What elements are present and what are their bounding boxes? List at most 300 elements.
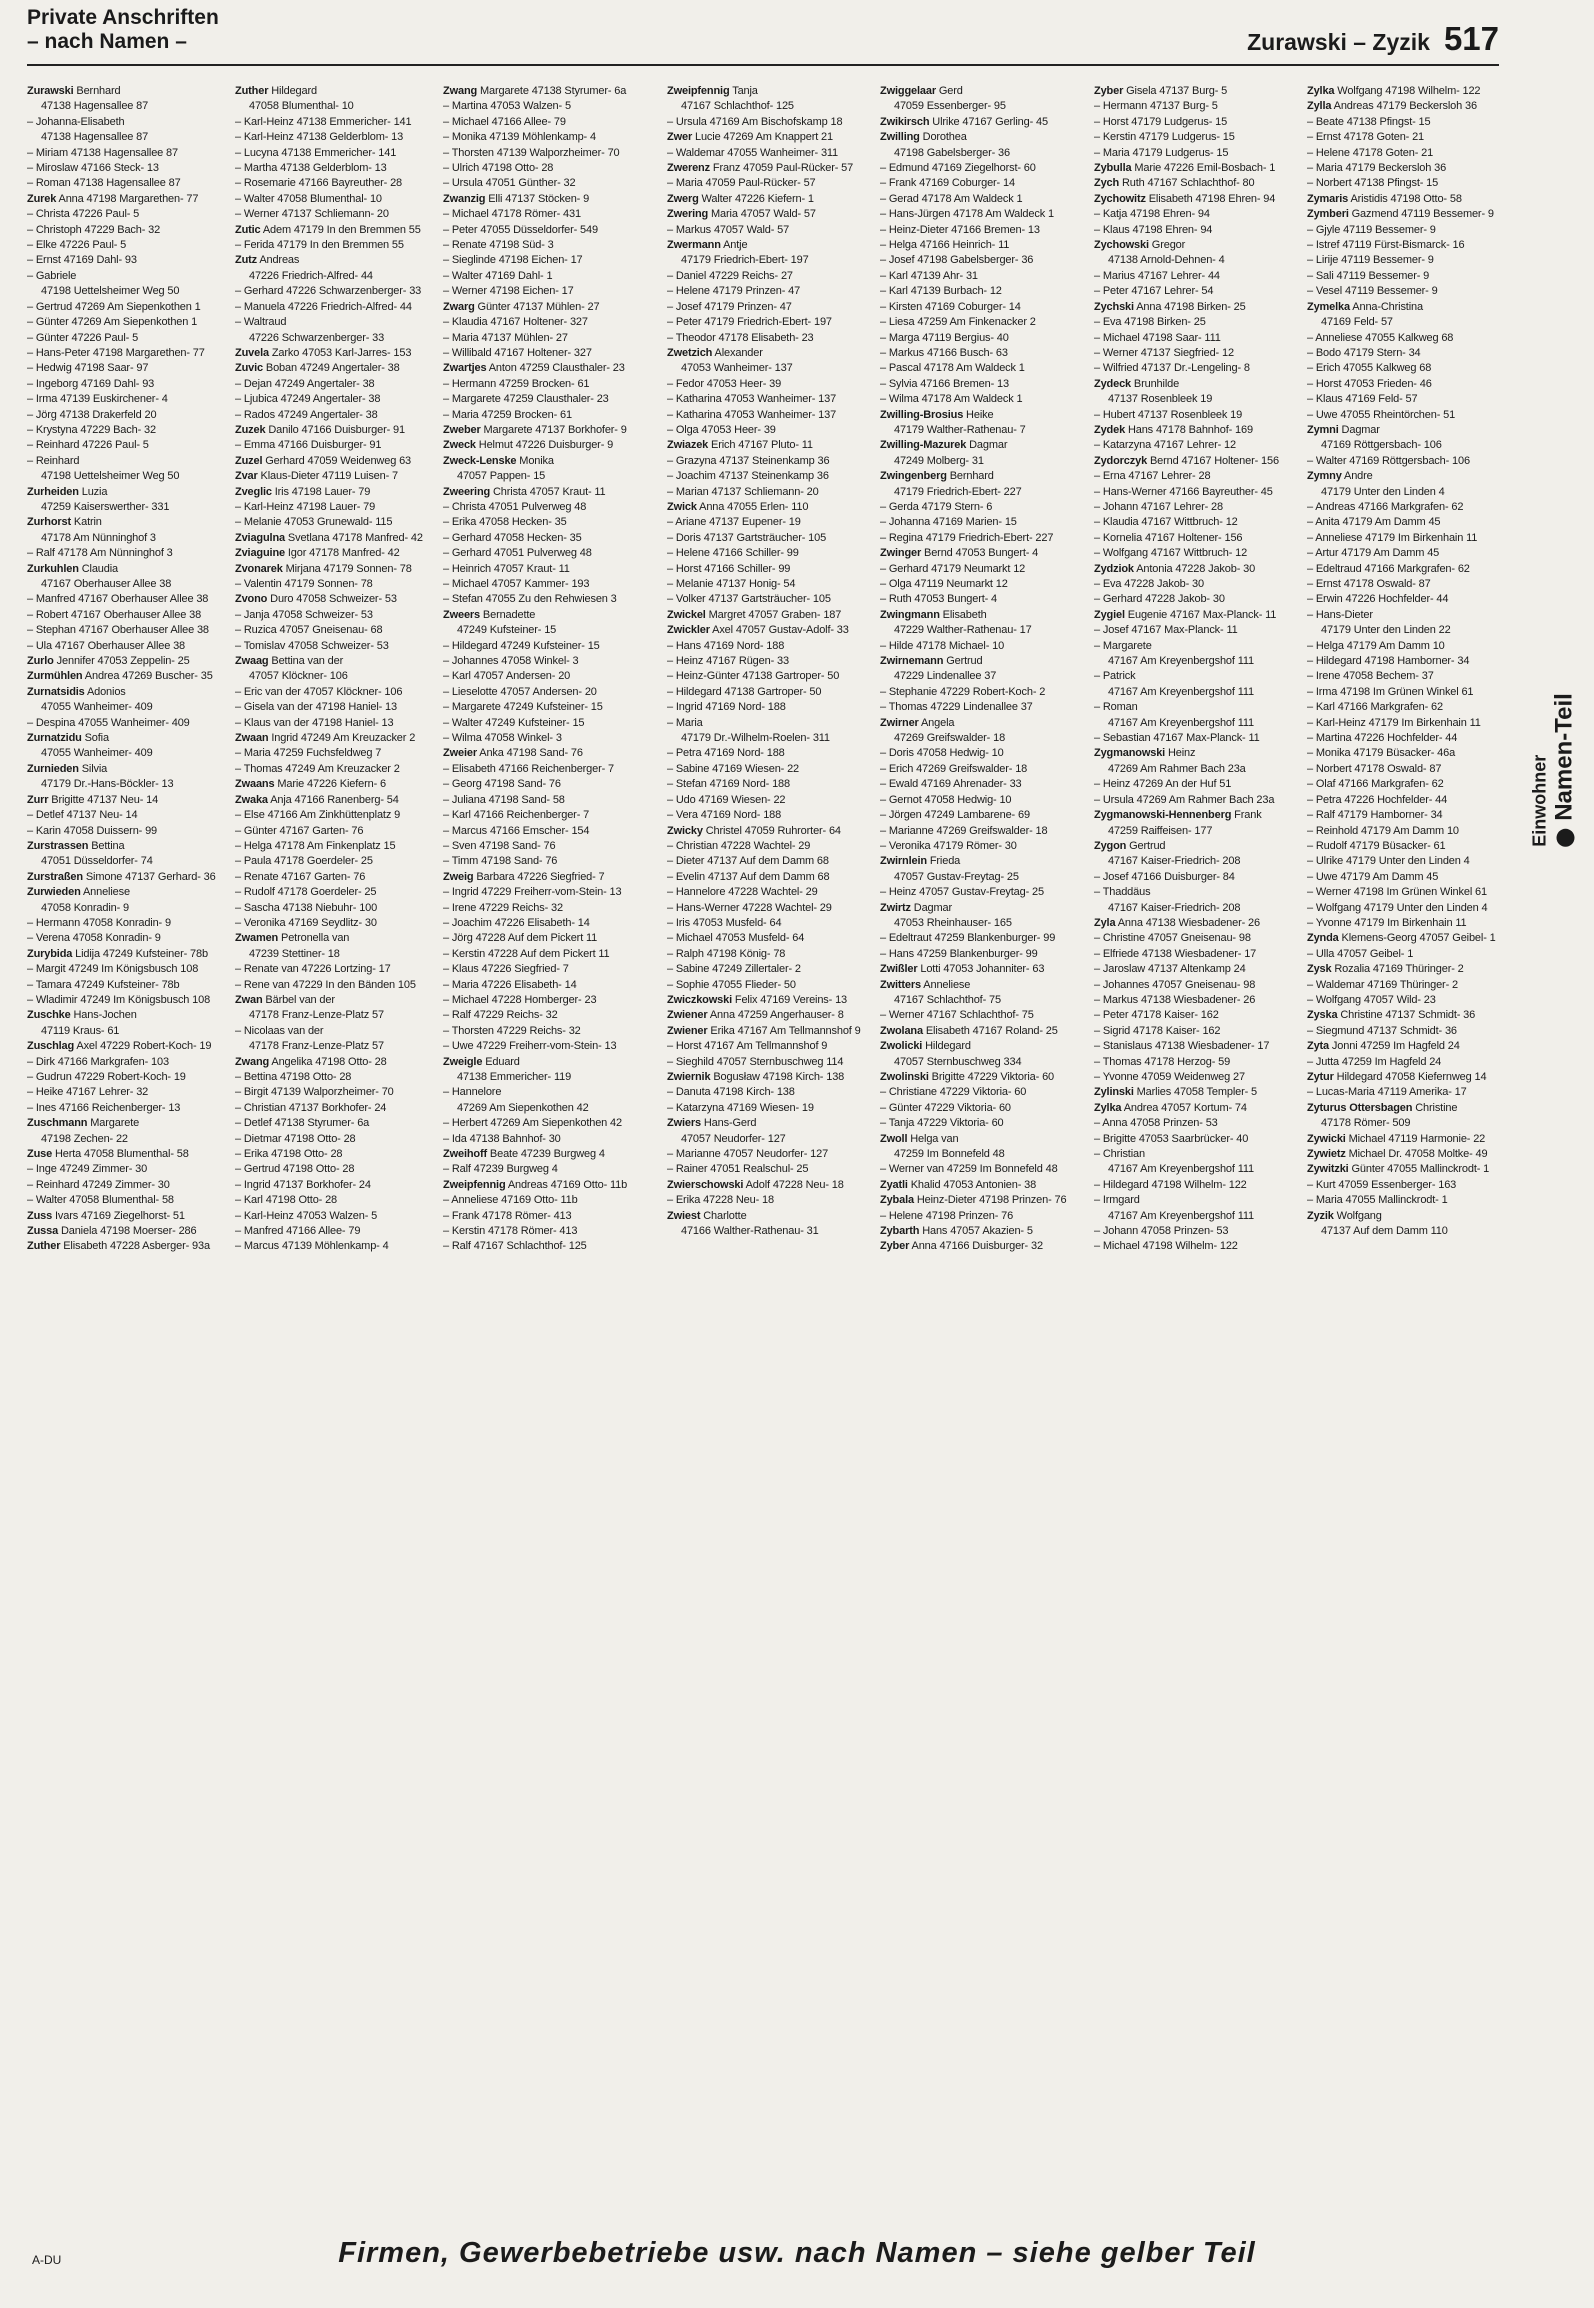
listing-details: Olga 47119 Neumarkt 12 bbox=[888, 578, 1008, 590]
listing-entry bbox=[1307, 793, 1505, 808]
listing-details: Patrick bbox=[1102, 670, 1136, 683]
listing-entry bbox=[667, 978, 870, 993]
listing-entry bbox=[1094, 1116, 1297, 1131]
listing-details: Marlies 47058 Templer- 5 bbox=[1133, 1086, 1257, 1099]
listing-details: Peter 47167 Lehrer- 54 bbox=[1102, 285, 1214, 298]
listing-surname: Zwikirsch bbox=[880, 115, 930, 128]
listing-details: Erna 47167 Lehrer- 28 bbox=[1102, 470, 1211, 483]
listing-entry bbox=[880, 223, 1083, 238]
listing-details: Frank bbox=[1231, 809, 1262, 822]
listing-surname: Zweier bbox=[443, 747, 477, 760]
listing-details: Hans-Peter 47198 Margarethen- 77 bbox=[35, 346, 205, 359]
listing-details: Gregor bbox=[1148, 239, 1186, 252]
listing-entry bbox=[667, 639, 870, 654]
listing-entry bbox=[880, 392, 1083, 407]
listing-details: Wladimir 47249 Im Königsbusch 108 bbox=[35, 993, 211, 1006]
listing-details: Bettina bbox=[88, 839, 125, 852]
listing-entry bbox=[27, 99, 230, 114]
listing-surname: Zywicki bbox=[1307, 1132, 1346, 1145]
listing-surname: Zymaris bbox=[1307, 192, 1349, 205]
listing-details: 47057 Klöckner- 106 bbox=[249, 670, 348, 683]
listing-details: Petra 47226 Hochfelder- 44 bbox=[1315, 793, 1448, 806]
listing-entry bbox=[667, 577, 870, 592]
listing-details: Willibald 47167 Holtener- 327 bbox=[451, 346, 592, 359]
listing-entry bbox=[443, 161, 646, 176]
listing-entry bbox=[235, 515, 438, 530]
listing-entry bbox=[443, 1008, 646, 1023]
listing-entry bbox=[1094, 469, 1297, 484]
listing-details: Michael 47057 Kammer- 193 bbox=[451, 578, 590, 590]
listing-details: Lucyna 47138 Emmericher- 141 bbox=[243, 146, 397, 159]
listing-details: 47259 Kaiserswerther- 331 bbox=[41, 500, 170, 513]
listing-details: Lotti 47053 Johanniter- 63 bbox=[917, 963, 1045, 976]
listing-details: Heinrich 47057 Kraut- 11 bbox=[451, 562, 570, 575]
listing-details: Tanja 47229 Viktoria- 60 bbox=[888, 1117, 1004, 1130]
listing-details: Lieselotte 47057 Andersen- 20 bbox=[451, 685, 597, 698]
listing-details: Gertrud bbox=[943, 655, 983, 668]
listing-entry bbox=[667, 731, 870, 746]
listing-entry bbox=[443, 1193, 646, 1208]
listing-entry bbox=[1307, 1101, 1505, 1116]
listing-entry bbox=[880, 931, 1083, 946]
listing-details: Ruth 47167 Schlachthof- 80 bbox=[1119, 177, 1255, 190]
listing-surname: Zwang bbox=[235, 1055, 270, 1068]
listing-details: 47179 Dr.-Wilhelm-Roelen- 311 bbox=[681, 732, 830, 745]
listing-entry bbox=[27, 793, 230, 808]
listing-surname: Zyatli bbox=[880, 1178, 908, 1191]
listing-entry bbox=[1094, 1008, 1297, 1023]
listing-details: Wilfried 47137 Dr.-Lengeling- 8 bbox=[1102, 362, 1250, 375]
listing-surname: Zurybida bbox=[27, 947, 73, 960]
listing-details: Sali 47119 Bessemer- 9 bbox=[1315, 269, 1430, 282]
listing-entry bbox=[235, 331, 438, 346]
listing-details: Walter 47169 Dahl- 1 bbox=[451, 269, 553, 282]
listing-details: Elisabeth 47198 Ehren- 94 bbox=[1145, 192, 1276, 205]
listing-entry bbox=[667, 1070, 870, 1085]
listing-details: Gerhard 47059 Weidenweg 63 bbox=[262, 454, 412, 467]
listing-details: Pascal 47178 Am Waldeck 1 bbox=[888, 362, 1025, 375]
listing-details: Melanie 47053 Grunewald- 115 bbox=[243, 516, 393, 529]
listing-entry bbox=[235, 253, 438, 268]
listing-details: Michael 47178 Römer- 431 bbox=[451, 208, 581, 221]
listing-entry bbox=[1094, 1055, 1297, 1070]
listing-entry bbox=[1094, 1085, 1297, 1100]
listing-entry bbox=[1307, 716, 1505, 731]
listing-entry bbox=[27, 993, 230, 1008]
listing-surname: Zwanzig bbox=[443, 192, 486, 205]
listing-entry bbox=[235, 592, 438, 607]
listing-entry bbox=[1094, 361, 1297, 376]
listing-surname: Zylinski bbox=[1094, 1086, 1134, 1099]
listing-surname: Zymelka bbox=[1307, 300, 1350, 313]
listing-surname: Zurnieden bbox=[27, 762, 79, 775]
listing-details: Karl-Heinz 47138 Gelderblom- 13 bbox=[243, 131, 404, 144]
listing-entry bbox=[1094, 1224, 1297, 1239]
listing-details: Irma 47198 Im Grünen Winkel 61 bbox=[1315, 685, 1474, 698]
listing-entry bbox=[1307, 885, 1505, 900]
listing-details: Marianne 47269 Greifswalder- 18 bbox=[888, 824, 1048, 837]
listing-details: Tanja bbox=[729, 85, 758, 97]
listing-entry bbox=[667, 746, 870, 761]
listing-surname: Zwißler bbox=[880, 963, 918, 976]
listing-entry bbox=[1094, 1039, 1297, 1054]
listing-entry bbox=[235, 269, 438, 284]
listing-details: Anton 47259 Clausthaler- 23 bbox=[486, 362, 625, 375]
listing-entry bbox=[235, 207, 438, 222]
listing-details: Walter 47058 Blumenthal- 58 bbox=[35, 1194, 174, 1207]
listing-details: Hildegard 47249 Kufsteiner- 15 bbox=[451, 639, 600, 652]
listing-details: Thaddäus bbox=[1102, 886, 1151, 899]
listing-details: 47137 Rosenbleek 19 bbox=[1108, 393, 1213, 406]
listing-details: Rudolf 47178 Goerdeler- 25 bbox=[243, 886, 377, 899]
listing-details: Lirije 47119 Bessemer- 9 bbox=[1315, 254, 1434, 267]
listing-details: Ingrid 47249 Am Kreuzacker 2 bbox=[268, 732, 416, 745]
listing-entry bbox=[1094, 639, 1297, 654]
listing-entry bbox=[880, 1209, 1083, 1224]
listing-entry bbox=[235, 315, 438, 330]
listing-entry bbox=[443, 1101, 646, 1116]
listing-entry bbox=[1094, 947, 1297, 962]
listing-entry bbox=[1307, 1055, 1505, 1070]
listing-details: Yvonne 47179 Im Birkenhain 11 bbox=[1315, 916, 1467, 929]
listing-entry bbox=[27, 300, 230, 315]
listing-surname: Zwaka bbox=[235, 793, 268, 806]
footer-note: Firmen, Gewerbebetriebe usw. nach Namen – siehe gelber Teil bbox=[338, 2237, 1256, 2269]
listing-surname: Zwirner bbox=[880, 716, 919, 729]
listing-entry bbox=[667, 284, 870, 299]
listing-entry bbox=[1307, 700, 1505, 715]
listing-details: 47179 Unter den Linden 22 bbox=[1321, 624, 1451, 637]
listing-entry bbox=[235, 916, 438, 931]
listing-details: Zarko 47053 Karl-Jarres- 153 bbox=[268, 346, 412, 359]
listing-entry bbox=[27, 777, 230, 792]
listing-details: Ralf 47167 Schlachthof- 125 bbox=[451, 1240, 587, 1253]
listing-entry bbox=[667, 700, 870, 715]
listing-details: Stefan 47055 Zu den Rehwiesen 3 bbox=[451, 593, 617, 606]
listing-surname: Zuschmann bbox=[27, 1117, 88, 1130]
listing-surname: Zymny bbox=[1307, 470, 1342, 483]
listing-surname: Zurwieden bbox=[27, 886, 81, 899]
listing-entry bbox=[880, 685, 1083, 700]
listing-entry bbox=[1307, 562, 1505, 577]
listing-details: Karl 47139 Burbach- 12 bbox=[888, 285, 1002, 298]
listing-details: Artur 47179 Am Damm 45 bbox=[1315, 547, 1440, 560]
listing-entry bbox=[443, 731, 646, 746]
listing-details: Irene 47058 Bechem- 37 bbox=[1315, 670, 1434, 683]
directory-column bbox=[1307, 84, 1505, 1239]
listing-entry bbox=[443, 839, 646, 854]
listing-entry bbox=[667, 824, 870, 839]
listing-details: Roman bbox=[1102, 701, 1138, 714]
listing-entry bbox=[880, 639, 1083, 654]
listing-details: Monika 47179 Büsacker- 46a bbox=[1315, 747, 1456, 760]
listing-entry bbox=[235, 1085, 438, 1100]
listing-entry bbox=[27, 284, 230, 299]
listing-entry bbox=[443, 1147, 646, 1162]
listing-details: Frank 47178 Römer- 413 bbox=[451, 1209, 572, 1222]
listing-entry bbox=[443, 192, 646, 207]
listing-details: Manfred 47167 Oberhauser Allee 38 bbox=[35, 593, 209, 606]
listing-details: Bernhard bbox=[73, 85, 121, 97]
listing-entry bbox=[1094, 793, 1297, 808]
listing-entry bbox=[1307, 685, 1505, 700]
listing-details: Emma 47166 Duisburger- 91 bbox=[243, 439, 382, 452]
listing-entry bbox=[443, 315, 646, 330]
listing-entry bbox=[880, 947, 1083, 962]
listing-surname: Zuschlag bbox=[27, 1040, 75, 1053]
listing-details: Anneliese 47055 Kalkweg 68 bbox=[1315, 331, 1454, 344]
listing-entry bbox=[235, 223, 438, 238]
listing-details: Stanislaus 47138 Wiesbadener- 17 bbox=[1102, 1040, 1270, 1053]
listing-details: Kerstin 47178 Römer- 413 bbox=[451, 1225, 578, 1238]
listing-details: Irmgard bbox=[1102, 1194, 1140, 1207]
listing-entry bbox=[880, 592, 1083, 607]
listing-details: Roman 47138 Hagensallee 87 bbox=[35, 177, 181, 190]
listing-details: Heinz bbox=[1165, 747, 1196, 760]
listing-entry bbox=[1094, 238, 1297, 253]
listing-entry bbox=[443, 623, 646, 638]
listing-details: Erich 47167 Pluto- 11 bbox=[708, 439, 813, 452]
listing-details: Frank 47169 Coburger- 14 bbox=[888, 177, 1015, 190]
listing-entry bbox=[1094, 115, 1297, 130]
listing-entry bbox=[27, 608, 230, 623]
listing-entry bbox=[667, 1085, 870, 1100]
listing-details: Claudia bbox=[78, 562, 118, 575]
listing-surname: Zygmanowski bbox=[1094, 747, 1166, 760]
listing-details: Helmut 47226 Duisburger- 9 bbox=[475, 439, 614, 452]
listing-entry bbox=[1307, 546, 1505, 561]
listing-details: Danuta 47198 Kirch- 138 bbox=[675, 1086, 795, 1099]
listing-surname: Zussa bbox=[27, 1225, 59, 1238]
listing-entry bbox=[667, 1055, 870, 1070]
listing-surname: Zwiest bbox=[667, 1209, 701, 1222]
listing-entry bbox=[667, 854, 870, 869]
listing-details: Hans-Jochen bbox=[70, 1009, 137, 1022]
listing-details: Wolfgang 47167 Wittbruch- 12 bbox=[1102, 547, 1248, 560]
listing-details: 47269 Greifswalder- 18 bbox=[894, 732, 1006, 745]
listing-details: Katharina 47053 Wanheimer- 137 bbox=[675, 393, 837, 406]
listing-entry bbox=[880, 808, 1083, 823]
listing-details: Johann 47167 Lehrer- 28 bbox=[1102, 500, 1223, 513]
listing-details: Hans-Jürgen 47178 Am Waldeck 1 bbox=[888, 208, 1054, 221]
listing-details: 47167 Am Kreyenbergshof 111 bbox=[1108, 685, 1254, 698]
listing-entry bbox=[27, 1008, 230, 1023]
listing-details: Christel 47059 Ruhrorter- 64 bbox=[702, 824, 841, 837]
listing-details: Rainer 47051 Realschul- 25 bbox=[675, 1163, 809, 1176]
listing-details: Timm 47198 Sand- 76 bbox=[451, 855, 558, 868]
listing-details: Norbert 47178 Oswald- 87 bbox=[1315, 762, 1442, 775]
listing-details: Karl-Heinz 47053 Walzen- 5 bbox=[243, 1209, 378, 1222]
listing-details: Doris 47058 Hedwig- 10 bbox=[888, 747, 1004, 760]
listing-details: Tomislav 47058 Schweizer- 53 bbox=[243, 639, 389, 652]
listing-entry bbox=[1094, 854, 1297, 869]
listing-entry bbox=[880, 746, 1083, 761]
listing-details: Ulrike 47167 Gerling- 45 bbox=[929, 115, 1048, 128]
listing-surname: Zyska bbox=[1307, 1009, 1338, 1022]
listing-entry bbox=[1307, 84, 1505, 99]
listing-details: 47229 Walther-Rathenau- 17 bbox=[894, 624, 1032, 637]
listing-details: Maria 47226 Elisabeth- 14 bbox=[451, 978, 577, 991]
listing-entry bbox=[27, 916, 230, 931]
listing-details: Helga 47178 Am Finkenplatz 15 bbox=[243, 839, 396, 852]
listing-details: Bettina 47198 Otto- 28 bbox=[243, 1071, 352, 1083]
listing-details: Maria 47259 Brocken- 61 bbox=[451, 408, 572, 421]
listing-entry bbox=[443, 978, 646, 993]
listing-details: Günter 47269 Am Siepenkothen 1 bbox=[35, 316, 198, 329]
listing-entry bbox=[27, 500, 230, 515]
listing-entry bbox=[443, 1024, 646, 1039]
listing-surname: Zydeck bbox=[1094, 377, 1132, 390]
listing-entry bbox=[27, 623, 230, 638]
listing-details: Horst 47167 Am Tellmannshof 9 bbox=[675, 1040, 828, 1053]
listing-entry bbox=[27, 115, 230, 130]
listing-entry bbox=[443, 223, 646, 238]
listing-entry bbox=[667, 207, 870, 222]
listing-details: Ula 47167 Oberhauser Allee 38 bbox=[35, 639, 186, 652]
listing-entry bbox=[667, 1224, 870, 1239]
listing-details: Anja 47166 Ranenberg- 54 bbox=[267, 793, 399, 806]
listing-surname: Zwiazek bbox=[667, 439, 709, 452]
listing-details: Ruth 47053 Bungert- 4 bbox=[888, 593, 998, 606]
listing-surname: Zytur bbox=[1307, 1071, 1334, 1083]
listing-entry bbox=[1094, 1239, 1297, 1254]
listing-entry bbox=[880, 1055, 1083, 1070]
listing-entry bbox=[1094, 870, 1297, 885]
listing-details: Doris 47137 Gartsträucher- 105 bbox=[675, 531, 827, 544]
listing-entry bbox=[27, 1055, 230, 1070]
listing-entry bbox=[667, 808, 870, 823]
listing-details: Anneliese bbox=[920, 978, 971, 991]
listing-entry bbox=[880, 577, 1083, 592]
listing-details: Horst 47166 Schiller- 99 bbox=[675, 562, 791, 575]
listing-surname: Zwickler bbox=[667, 624, 710, 637]
listing-entry bbox=[667, 84, 870, 99]
listing-entry bbox=[443, 793, 646, 808]
listing-details: Marie 47226 Kiefern- 6 bbox=[274, 778, 386, 791]
listing-surname: Zurnatsidis bbox=[27, 685, 85, 698]
listing-details: Petronella van bbox=[278, 932, 350, 945]
listing-entry bbox=[667, 377, 870, 392]
listing-surname: Zurek bbox=[27, 192, 57, 205]
listing-entry bbox=[880, 1070, 1083, 1085]
listing-entry bbox=[880, 854, 1083, 869]
listing-details: Martina 47226 Hochfelder- 44 bbox=[1315, 732, 1458, 745]
directory-column bbox=[1094, 84, 1297, 1255]
page-header-right bbox=[1247, 22, 1499, 59]
listing-entry bbox=[667, 99, 870, 114]
listing-details: Ines 47166 Reichenberger- 13 bbox=[35, 1101, 181, 1114]
listing-entry bbox=[235, 1147, 438, 1162]
listing-entry bbox=[880, 777, 1083, 792]
listing-details: Petra 47169 Nord- 188 bbox=[675, 747, 785, 760]
listing-entry bbox=[235, 931, 438, 946]
listing-details: Heinz 47269 An der Huf 51 bbox=[1102, 778, 1232, 791]
listing-details: Jörg 47228 Auf dem Pickert 11 bbox=[451, 932, 598, 945]
listing-entry bbox=[1094, 546, 1297, 561]
listing-details: Manfred 47166 Allee- 79 bbox=[243, 1225, 361, 1238]
listing-details: 47179 Friedrich-Ebert- 197 bbox=[681, 254, 809, 267]
listing-surname: Zuther bbox=[27, 1240, 61, 1253]
listing-entry bbox=[443, 669, 646, 684]
listing-entry bbox=[1307, 346, 1505, 361]
listing-entry bbox=[443, 1224, 646, 1239]
listing-entry bbox=[443, 253, 646, 268]
listing-details: Johannes 47058 Winkel- 3 bbox=[451, 655, 579, 668]
listing-details: Uwe 47055 Rheintörchen- 51 bbox=[1315, 408, 1456, 421]
listing-entry bbox=[880, 1008, 1083, 1023]
listing-details: Anna 47198 Margarethen- 77 bbox=[56, 192, 199, 205]
listing-entry bbox=[235, 962, 438, 977]
listing-entry bbox=[1307, 1147, 1505, 1162]
listing-entry bbox=[1094, 130, 1297, 145]
listing-entry bbox=[235, 762, 438, 777]
listing-details: Juliana 47198 Sand- 58 bbox=[451, 793, 565, 806]
listing-entry bbox=[235, 500, 438, 515]
listing-details: Hans 47057 Akazien- 5 bbox=[919, 1225, 1033, 1238]
listing-details: Hans-Dieter bbox=[1315, 608, 1373, 621]
listing-surname: Zwinger bbox=[880, 547, 922, 560]
listing-surname: Zwitters bbox=[880, 978, 921, 991]
listing-details: Melanie 47137 Honig- 54 bbox=[675, 578, 796, 590]
listing-details: Brigitte 47137 Neu- 14 bbox=[48, 793, 159, 806]
listing-details: Veronika 47169 Seydlitz- 30 bbox=[243, 916, 377, 929]
listing-entry bbox=[235, 392, 438, 407]
listing-surname: Zydorczyk bbox=[1094, 454, 1148, 467]
listing-entry bbox=[1307, 438, 1505, 453]
listing-details: Brunhilde bbox=[1131, 377, 1180, 390]
listing-entry bbox=[27, 438, 230, 453]
listing-surname: Zwolinski bbox=[880, 1071, 929, 1083]
listing-entry bbox=[1094, 716, 1297, 731]
listing-entry bbox=[235, 238, 438, 253]
listing-details: Reinhard 47226 Paul- 5 bbox=[35, 439, 149, 452]
listing-entry bbox=[443, 130, 646, 145]
listing-details: Martina 47053 Walzen- 5 bbox=[451, 100, 571, 113]
listing-surname: Zweck-Lenske bbox=[443, 454, 517, 467]
listing-surname: Zwaan bbox=[235, 732, 269, 745]
listing-details: Wolfgang 47198 Wilhelm- 122 bbox=[1334, 85, 1481, 97]
listing-entry bbox=[1307, 654, 1505, 669]
listing-details: Michael Dr. 47058 Moltke- 49 bbox=[1345, 1148, 1488, 1161]
listing-entry bbox=[667, 515, 870, 530]
listing-details: Gerad 47178 Am Waldeck 1 bbox=[888, 192, 1023, 205]
listing-entry bbox=[235, 284, 438, 299]
listing-details: Karl 47166 Reichenberger- 7 bbox=[451, 809, 590, 822]
listing-details: Hannelore 47228 Wachtel- 29 bbox=[675, 886, 818, 899]
listing-details: Ursula 47051 Günther- 32 bbox=[451, 177, 576, 190]
listing-entry bbox=[1307, 485, 1505, 500]
listing-details: 47057 Pappen- 15 bbox=[457, 470, 546, 483]
listing-entry bbox=[235, 485, 438, 500]
listing-surname: Zutic bbox=[235, 223, 261, 236]
directory-column bbox=[880, 84, 1083, 1255]
listing-details: Adolf 47228 Neu- 18 bbox=[743, 1178, 844, 1191]
listing-surname: Zygiel bbox=[1094, 608, 1125, 621]
listing-details: Jaroslaw 47137 Altenkamp 24 bbox=[1102, 963, 1246, 976]
listing-entry bbox=[880, 485, 1083, 500]
listing-details: Christoph 47229 Bach- 32 bbox=[35, 223, 161, 236]
listing-details: Waldemar 47169 Thüringer- 2 bbox=[1315, 978, 1458, 991]
listing-surname: Zuschke bbox=[27, 1009, 71, 1022]
listing-entry bbox=[1307, 916, 1505, 931]
listing-entry bbox=[27, 746, 230, 761]
listing-entry bbox=[235, 1055, 438, 1070]
listing-details: Helga van bbox=[907, 1132, 959, 1145]
listing-entry bbox=[235, 731, 438, 746]
listing-details: Dagmar bbox=[1338, 423, 1380, 436]
listing-entry bbox=[235, 777, 438, 792]
listing-entry bbox=[667, 485, 870, 500]
